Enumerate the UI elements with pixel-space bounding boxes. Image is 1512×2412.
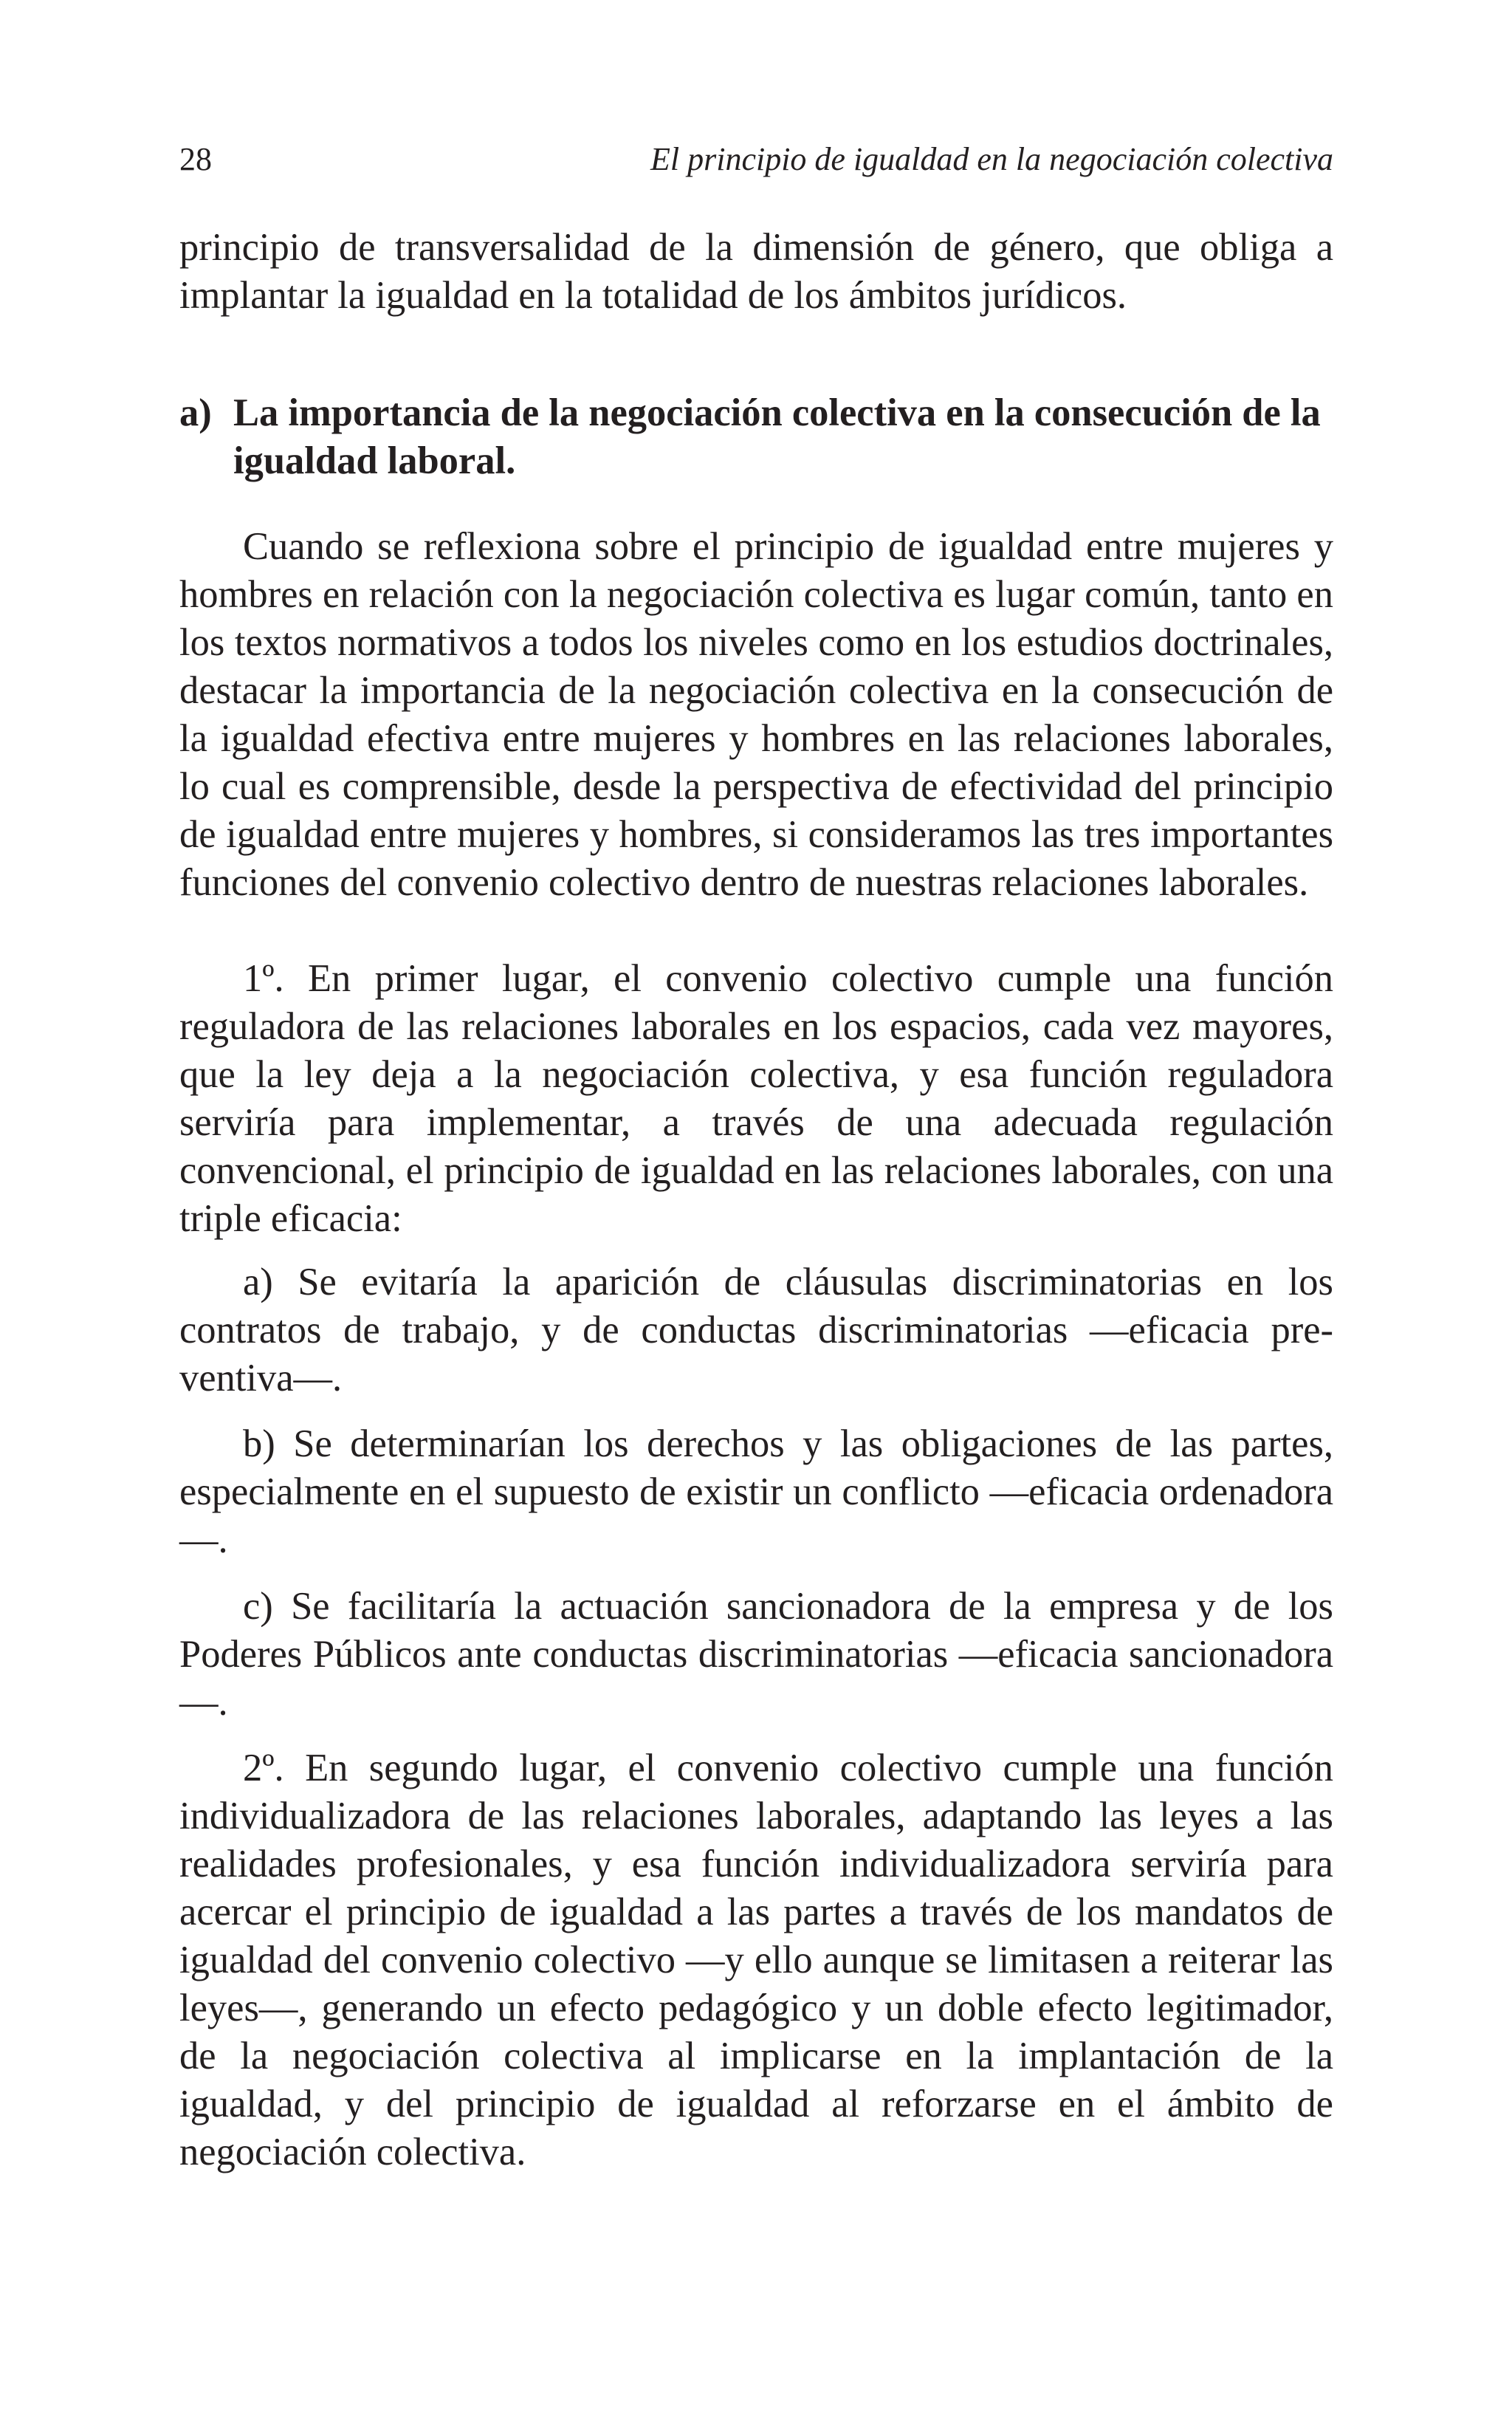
page-number: 28	[179, 141, 212, 177]
paragraph-ordering-effect: b) Se determinarían los derechos y las obligaciones de las partes, especialmente en el supuesto de existir un conflicto —eficacia ordenadora—.	[179, 1422, 1333, 1561]
paragraph-preventive-effect: a) Se evitaría la aparición de cláusulas discriminatorias en los contratos de trabajo, y de conductas discriminatorias —eficacia preventiva—.	[179, 1261, 1333, 1399]
running-header	[179, 137, 1333, 182]
section-heading-letter: a)	[179, 391, 212, 434]
paragraph-individualizing-function: 2º. En segundo lugar, el convenio colectivo cumple una función individualizadora de las relaciones laborales, adaptando las leyes a las realidades profesionales, y esa función individualizadora serviría para acercar el principio de igualdad a las partes a través de los mandatos de igualdad del convenio colectivo —y ello aunque se limitasen a reiterar las leyes—, generando un efecto pedagógico y un doble efecto legitimador, de la negociación colectiva al implicarse en la implantación de la igualdad, y del principio de igualdad al reforzarse en el ámbito de negociación colectiva.	[179, 1747, 1333, 2173]
section-heading	[179, 389, 1333, 485]
paragraph-intro-reflection: Cuando se reflexiona sobre el principio de igualdad entre mujeres y hombres en relación con la negociación colectiva es lugar común, tanto en los textos normativos a todos los niveles como en los estudios doctrinales, destacar la importancia de la negociación colectiva en la consecución de la igualdad efectiva entre mujeres y hombres en las relaciones laborales, lo cual es comprensible, desde la perspectiva de efectividad del principio de igualdad entre mujeres y hombres, si consideramos las tres importantes funciones del convenio colectivo dentro de nuestras relaciones laborales.	[179, 525, 1333, 904]
intro-paragraph: principio de transversalidad de la dimensión de género, que obliga a implantar la igualdad en la totalidad de los ámbitos jurídicos.	[179, 226, 1333, 317]
section-heading-text: La importancia de la negociación colectiva en la consecución de la igualdad laboral.	[233, 391, 1321, 482]
paragraph-sanctioning-effect: c) Se facilitaría la actuación sancionadora de la empresa y de los Poderes Públicos ante conductas discriminatorias —eficacia sancionadora—.	[179, 1585, 1333, 1724]
running-title: El principio de igualdad en la negociación colectiva	[650, 141, 1333, 177]
book-page	[179, 0, 1333, 2412]
paragraph-regulating-function: 1º. En primer lugar, el convenio colectivo cumple una función reguladora de las relaciones laborales en los espacios, cada vez mayores, que la ley deja a la negociación colectiva, y esa función reguladora serviría para implementar, a través de una adecuada regulación convencional, el principio de igualdad en las relaciones laborales, con una triple eficacia:	[179, 957, 1333, 1240]
